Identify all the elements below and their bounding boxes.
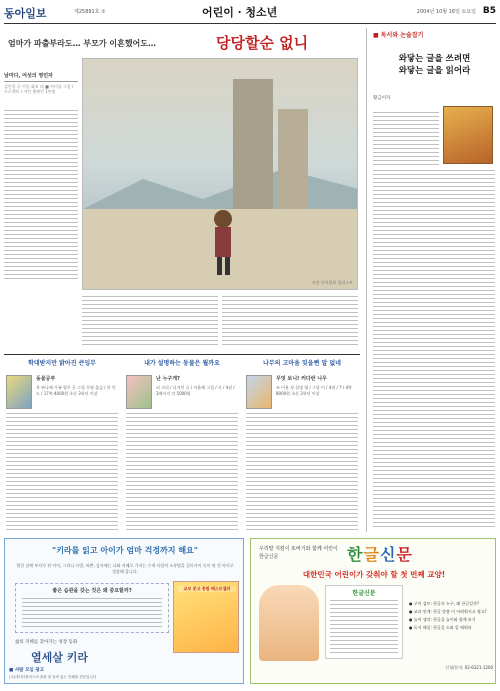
column-kicker: ■ 독서와 논술잡기 [373,32,424,39]
book-reviews-row [4,354,360,534]
section-title: 어린이 · 청소년 [202,6,278,19]
logo-char: 한 [347,545,364,564]
advertisement-kira-book[interactable] [4,538,244,684]
feature-book-details: 김인종 글 이동 화보 외 ■ 아이를 그림 / 프로젝트 / 이민 출판인 1만원 [4,84,74,94]
book-review-info: 조 이용 정 설명 영 / 그림 이 / 4권 / 7 / 4쪽 8000원 초등 2학년 이상 [276,385,352,396]
page-number: B5 [482,6,496,16]
ad-feature-item: ● 독서 해설: 한글을 도와 알 배워라 [409,625,472,630]
ad-feature-item: ● 놀이 생각: 한글을 놀이와 함께 보기 [409,617,476,622]
book-review-info: 옥 판나에 가족 영주 글·그림 무명 옮김 / 마 인드 / 17쪽·4000원 초등 3학년 이상 [36,385,116,396]
feature-body-text-left [4,110,78,282]
ad-feature-list [409,601,493,633]
book-review-title: 나무의 고마움 잊을뻔 알 없네 [263,360,341,367]
book-review-book-title: 난 누구게? [156,376,180,382]
ad-feature-item: ● 구어 검토: 한글의 누구, 왜 한글일까? [409,601,479,606]
ad-info-box [15,583,169,633]
ad-book-title: 열세살 키라 [31,651,88,664]
book-review-3 [244,357,360,533]
ad-headline: 대한민국 어린이가 갖춰야 할 첫 번째 교양! [302,570,446,579]
book-cover-image [246,375,272,409]
book-cover-image [6,375,32,409]
book-review-title: 내가 설명하는 동물은 뭘까요 [144,360,220,367]
column-body-text [373,170,495,528]
book-cover-image [126,375,152,409]
column-body-text-top [373,112,439,166]
column-author: 황금이자 [373,96,391,101]
book-review-body [246,413,358,531]
column-title [373,53,496,77]
ad-info-box-title: 좋은 습관을 갖는 것은 왜 중요할까? [52,588,132,594]
column-title-line-1: 와닿는 글을 쓰려면 [398,54,471,64]
book-review-book-title: 동물공부 [36,376,56,382]
book-review-1 [4,357,120,533]
feature-body-text-bottom-left [82,296,218,346]
feature-illustration [82,58,358,290]
feature-kicker: 엄마가 파출부라도… 부모가 이혼했어도… [8,39,157,48]
ad-child-photo [259,585,319,661]
ad-newspaper-sample [325,585,403,659]
newspaper-name: 동아일보 [4,8,47,20]
ad-bestseller-tag: 교보 문고 종합 베스트셀러 [178,586,236,592]
column-book-cover-image [443,106,493,164]
feature-body-text-bottom-right [222,296,358,346]
ad-address: (주)에디더플러스의 출판 잘 알려 있는 인쇄물 전문입니다 [9,675,97,679]
ad-contact-phone: 신청/문의: 02-6321-1200 [445,665,493,670]
page-header [4,2,496,24]
book-review-body [126,413,238,531]
book-review-body [6,413,118,531]
ad-feature-item: ● 교과 연계: 한글 맞춤 이 어려워지고 쉽고? [409,609,487,614]
ad-hangul-logo [347,542,413,565]
feature-book-title: 날마다, 여섯의 영민자 [4,72,78,82]
ad-slogan: 삶의 지혜를 찾아가는 성장 동화 [15,640,78,645]
book-review-2 [124,357,240,533]
book-review-info: 피 크리 / 디자인 글 / 이윤해 그림 / 사 / 4권 / 3페이지 각 5000원 [156,385,235,396]
illustration-caption: 사진 동아일보 일러스트 [311,280,353,285]
ad-publisher: ■ 사람 모임 광고 [9,668,45,673]
issue-date: 2004년 10월 16일 토요일 [416,9,476,15]
advertisement-hangul-newspaper[interactable] [250,538,496,684]
logo-char: 글 [363,545,380,564]
ad-sample-title: 한글신문 [352,590,376,597]
ad-quote-headline: "키라를 읽고 아이가 엄마 걱정까지 해요" [52,546,198,555]
ad-intro-text: 우리말 지킴이 또바기와 함께 어린이 한글신문 [259,546,338,560]
feature-article [4,28,360,348]
ad-book-image [173,581,239,653]
feature-book-info [4,72,78,94]
column-reading-essay [366,28,496,532]
illustration-art [83,59,358,290]
issue-number: 제25891호 ① [74,9,106,15]
column-title-line-2: 와닿는 글을 읽어라 [398,66,471,76]
logo-char: 신 [379,545,397,564]
book-review-title: 학대받지만 밝아진 큰잉무 [28,360,96,367]
book-review-book-title: 무엇 보니! 커다란 나무 [276,376,327,382]
logo-char: 문 [396,545,413,564]
ad-description: 열한 살에 부자가 된 아이, 그리나 사람, 바쁜, 감사에는 나와 지혜로 가지는 수개 사람의 소통법을 길러가이 숙이 된 것 아이로 성장해 갑니다. [16,563,234,574]
feature-headline: 당당할순 없니 [216,34,309,52]
